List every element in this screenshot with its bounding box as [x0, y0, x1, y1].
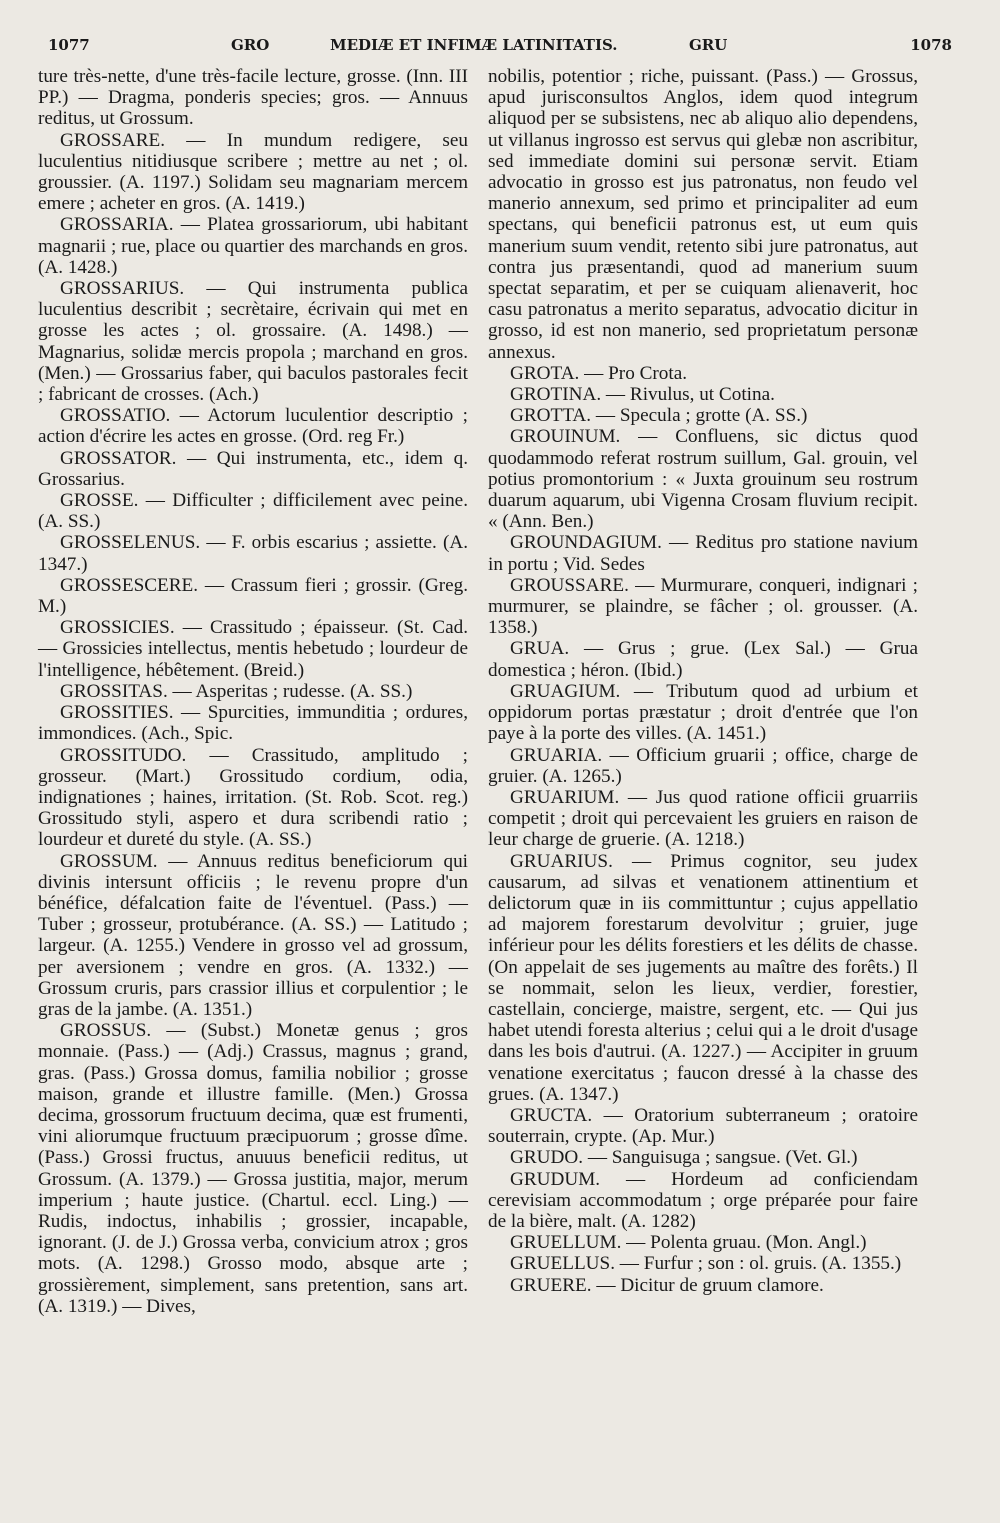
running-header	[48, 36, 952, 62]
entry: GROUSSARE. — Murmurare, conqueri, indignari ; murmurer, se plaindre, se fâcher ; ol. grousser. (A. 1358.)	[488, 574, 918, 639]
entry: GRUAGIUM. — Tributum quod ad urbium et oppidorum portas præstatur ; droit d'entrée que l'on paye à la porte des villes. (A. 1451.)	[488, 680, 918, 745]
entry: GROTTA. — Specula ; grotte (A. SS.)	[510, 405, 808, 427]
entry: GROUNDAGIUM. — Reditus pro statione navium in portu ; Vid. Sedes	[488, 532, 918, 575]
entry: GROSSICIES. — Crassitudo ; épaisseur. (St. Cad. — Grossicies intellectus, mentis hebetudo ; lourdeur de l'intelligence, hébêtement. (Breid.)	[38, 617, 468, 681]
entry: GROSSITUDO. — Crassitudo, amplitudo ; grosseur. (Mart.) Grossitudo cordium, odia, indignationes ; haines, irritation. (St. Rob. Scot. reg.) Grossitudo styli, aspero et dura scribendi ratio ; lourdeur et dureté du style. (A. SS.)	[38, 744, 468, 851]
entry: GROTA. — Pro Crota.	[510, 362, 688, 384]
entry: GROSSATOR. — Qui instrumenta, etc., idem q. Grossarius.	[38, 447, 468, 490]
entry: GROSSITAS. — Asperitas ; rudesse. (A. SS.)	[60, 680, 413, 702]
entry: GROSSITIES. — Spurcities, immunditia ; ordures, immondices. (Ach., Spic.	[38, 702, 468, 745]
guide-word-right: GRU	[689, 36, 728, 54]
entry: GROSSUM. — Annuus reditus beneficiorum qui divinis intersunt officiis ; le revenu propre d'un bénéfice, défalcation faite de l'éventuel. (Pass.) — Tuber ; grosseur, protubérance. (A. SS.) — Latitudo ; largeur. (A. 1255.) Vendere in grosso vel ad grossum, per aversionem ; vendre en gros. (A. 1332.) — Grossum cruris, pars crassior illius et corpulentior ; le gras de la jambe. (A. 1351.)	[38, 850, 468, 1020]
entry: GROSSUS. — (Subst.) Monetæ genus ; gros monnaie. (Pass.) — (Adj.) Crassus, magnus ; grand, gras. (Pass.) Grossa domus, familia nobilior ; grosse maison, grande et illustre famille. (Men.) Grossa decima, grossorum fructuum decima, quæ est frumenti, vini aliorumque fructuum præcipuorum ; grosse dîme. (Pass.) Grossi fructus, anuuus beneficii reditus, ut Grossum. (A. 1379.) — Grossa justitia, major, merum imperium ; haute justice. (Chartul. eccl. Ling.) — Rudis, indoctus, inhabilis ; grossier, incapable, ignorant. (J. de J.) Grossa verba, convicium atrox ; gros mots. (A. 1298.) Grosso modo, absque arte ; grossièrement, simplement, sans pretention, sans art. (A. 1319.) — Dives,	[38, 1020, 468, 1317]
left-column	[38, 66, 468, 1317]
entry: GRUDUM. — Hordeum ad conficiendam cerevisiam accommodatum ; orge préparée pour faire de la bière, malt. (A. 1282)	[488, 1168, 918, 1232]
entry: GROSSATIO. — Actorum luculentior descriptio ; action d'écrire les actes en grosse. (Ord. reg Fr.)	[38, 405, 468, 448]
entry: GRUERE. — Dicitur de gruum clamore.	[510, 1274, 824, 1296]
entry: GROSSE. — Difficulter ; difficilement avec peine. (A. SS.)	[38, 490, 468, 533]
entry: GROSSARIUS. — Qui instrumenta publica luculentius describit ; secrètaire, écrivain qui met en grosse les actes ; ol. grossaire. (A. 1498.) — Magnarius, solidæ mercis propola ; marchand en gros. (Men.) — Grossarius faber, qui baculos pastorales fecit ; fabricant de crosses. (Ach.)	[38, 278, 468, 406]
entry: GRUARIUS. — Primus cognitor, seu judex causarum, ad silvas et venationem attinentium et delictorum quæ in iis committuntur ; cujus appellatio ad majorem forestarum devolvitur ; gruier, juge inférieur pour les délits forestiers et les délits de chasse. (On appelait de ses jugements au maître des forêts.) Il se nommait, selon les lieux, verdier, forestier, castellain, concierge, maistre, sergent, etc. — Qui jus habet utendi foresta alterius ; celui qui a le droit d'usage dans les bois d'autrui. (A. 1227.) — Accipiter in gruum venatione exercitatus ; faucon dressé à la chasse des grues. (A. 1347.)	[488, 850, 918, 1105]
entry: GROSSARE. — In mundum redigere, seu luculentius nitidiusque scribere ; mettre au net ; ol. groussier. (A. 1197.) Solidam seu magnariam mercem emere ; acheter en gros. (A. 1419.)	[38, 129, 468, 215]
entry: nobilis, potentior ; riche, puissant. (Pass.) — Grossus, apud jurisconsultos Anglos, idem quod integrum aliquod per se subsistens, nec ab aliquo alio dependens, ut villanus ingrosso est servus qui glebæ non ascribitur, sed immediate domini sui personæ servit. Etiam advocatio in grosso est jus patronatus, non feudo vel manerio annexum, sed primo et principaliter ad eum spectans, qui beneficii patronus est, ut eum quis manerium suum vendit, retento sibi jure patronatus, aut contra jus præsentandi, quod ad manerium suum spectat separatim, et per se cuiquam alienaverit, hoc casu patronatus a merito separatus, advocatio dicitur in grosso, id est non manerio, sed proprietatum personæ annexus.	[488, 66, 918, 363]
entry: GRUCTA. — Oratorium subterraneum ; oratoire souterrain, crypte. (Ap. Mur.)	[488, 1104, 918, 1148]
entry: GROTINA. — Rivulus, ut Cotina.	[510, 384, 775, 406]
running-title: MEDIÆ ET INFIMÆ LATINITATIS.	[330, 36, 618, 54]
entry: GRUELLUS. — Furfur ; son : ol. gruis. (A. 1355.)	[510, 1253, 902, 1275]
entry: GRUARIA. — Officium gruarii ; office, charge de gruier. (A. 1265.)	[488, 744, 918, 787]
page-number-left: 1077	[48, 36, 90, 54]
guide-word-left: GRO	[231, 36, 270, 54]
entry: GROSSARIA. — Platea grossariorum, ubi habitant magnarii ; rue, place ou quartier des marchands en gros. (A. 1428.)	[38, 214, 468, 278]
right-column	[488, 66, 918, 1296]
entry: GRUA. — Grus ; grue. (Lex Sal.) — Grua domestica ; héron. (Ibid.)	[488, 638, 918, 681]
entry: GROUINUM. — Confluens, sic dictus quod quodammodo referat rostrum suillum, Gal. grouin, vel potius promontorium : « Juxta grouinum seu rostrum duarum aquarum, ubi Vigenna Crosam fluvium recipit. « (Ann. Ben.)	[488, 426, 918, 533]
entry: GRUARIUM. — Jus quod ratione officii gruarriis competit ; droit qui percevaient les gruiers en raison de leur charge de gruerie. (A. 1218.)	[488, 786, 918, 851]
entry: GRUELLUM. — Polenta gruau. (Mon. Angl.)	[510, 1232, 867, 1254]
entry: GROSSESCERE. — Crassum fieri ; grossir. (Greg. M.)	[38, 574, 468, 618]
entry: ture très-nette, d'une très-facile lecture, grosse. (Inn. III PP.) — Dragma, ponderis species; gros. — Annuus reditus, ut Grossum.	[38, 66, 468, 130]
page-number-right: 1078	[910, 36, 952, 54]
entry: GROSSELENUS. — F. orbis escarius ; assiette. (A. 1347.)	[38, 532, 468, 575]
entry: GRUDO. — Sanguisuga ; sangsue. (Vet. Gl.)	[510, 1147, 858, 1169]
